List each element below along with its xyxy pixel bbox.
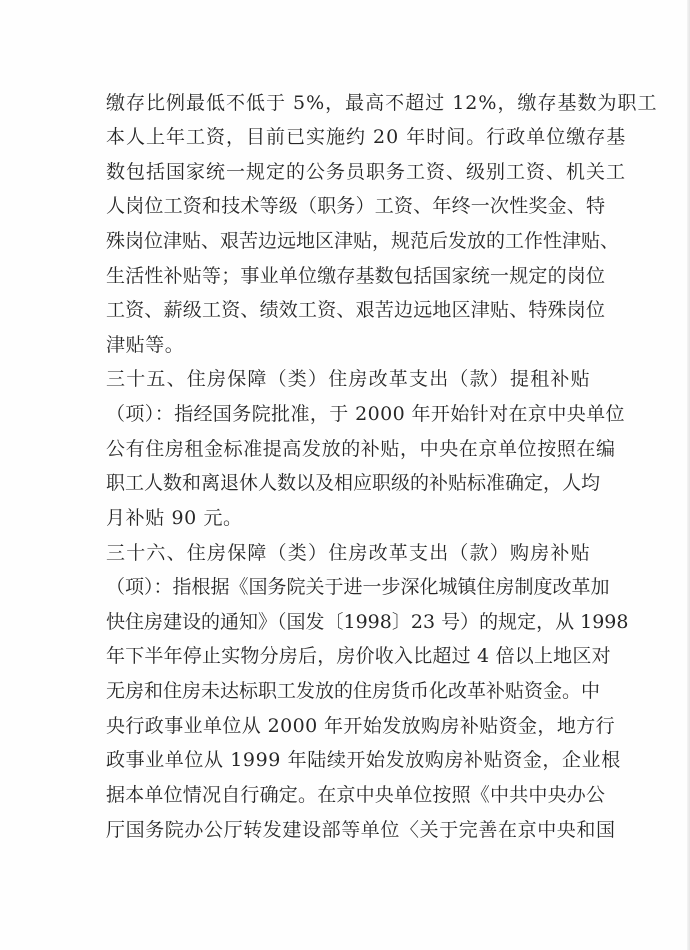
text-line: 央行政事业单位从 2000 年开始发放购房补贴资金，地方行 (106, 715, 616, 737)
text-line: 无房和住房未达标职工发放的住房货币化改革补贴资金。中 (106, 680, 601, 702)
section-heading-35: 三十五、住房保障（类）住房改革支出（款）提租补贴 (106, 368, 591, 390)
text-line: （项）：指根据《国务院关于进一步深化城镇住房制度改革加 (106, 576, 610, 598)
text-line: 职工人数和离退休人数以及相应职级的补贴标准确定，人均 (106, 472, 601, 494)
text-line: 殊岗位津贴、艰苦边远地区津贴，规范后发放的工作性津贴、 (106, 230, 620, 252)
text-line: 政事业单位从 1999 年陆续开始发放购房补贴资金，企业根 (106, 749, 621, 771)
section-heading-36: 三十六、住房保障（类）住房改革支出（款）购房补贴 (106, 542, 591, 564)
text-line: 月补贴 90 元。 (106, 507, 243, 529)
text-line: 缴存比例最低不低于 5%，最高不超过 12%，缴存基数为职工 (106, 92, 658, 114)
text-line: 厅国务院办公厅转发建设部等单位〈关于完善在京中央和国 (106, 819, 616, 841)
text-line: 数包括国家统一规定的公务员职务工资、级别工资、机关工 (106, 161, 627, 183)
text-line: 年下半年停止实物分房后，房价收入比超过 4 倍以上地区对 (106, 645, 611, 667)
text-line: （项）：指经国务院批准，于 2000 年开始针对在京中央单位 (106, 403, 625, 425)
text-line: 本人上年工资，目前已实施约 20 年时间。行政单位缴存基 (106, 126, 627, 148)
text-line: 津贴等。 (106, 334, 185, 356)
text-line: 生活性补贴等；事业单位缴存基数包括国家统一规定的岗位 (106, 265, 606, 287)
text-line: 据本单位情况自行确定。在京中央单位按照《中共中央办公 (106, 784, 606, 806)
text-line: 公有住房租金标准提高发放的补贴，中央在京单位按照在编 (106, 438, 616, 460)
text-line: 工资、薪级工资、绩效工资、艰苦边远地区津贴、特殊岗位 (106, 299, 606, 321)
text-line: 人岗位工资和技术等级（职务）工资、年终一次性奖金、特 (106, 195, 606, 217)
text-line: 快住房建设的通知》（国发〔1998〕23 号）的规定，从 1998 (106, 611, 629, 633)
